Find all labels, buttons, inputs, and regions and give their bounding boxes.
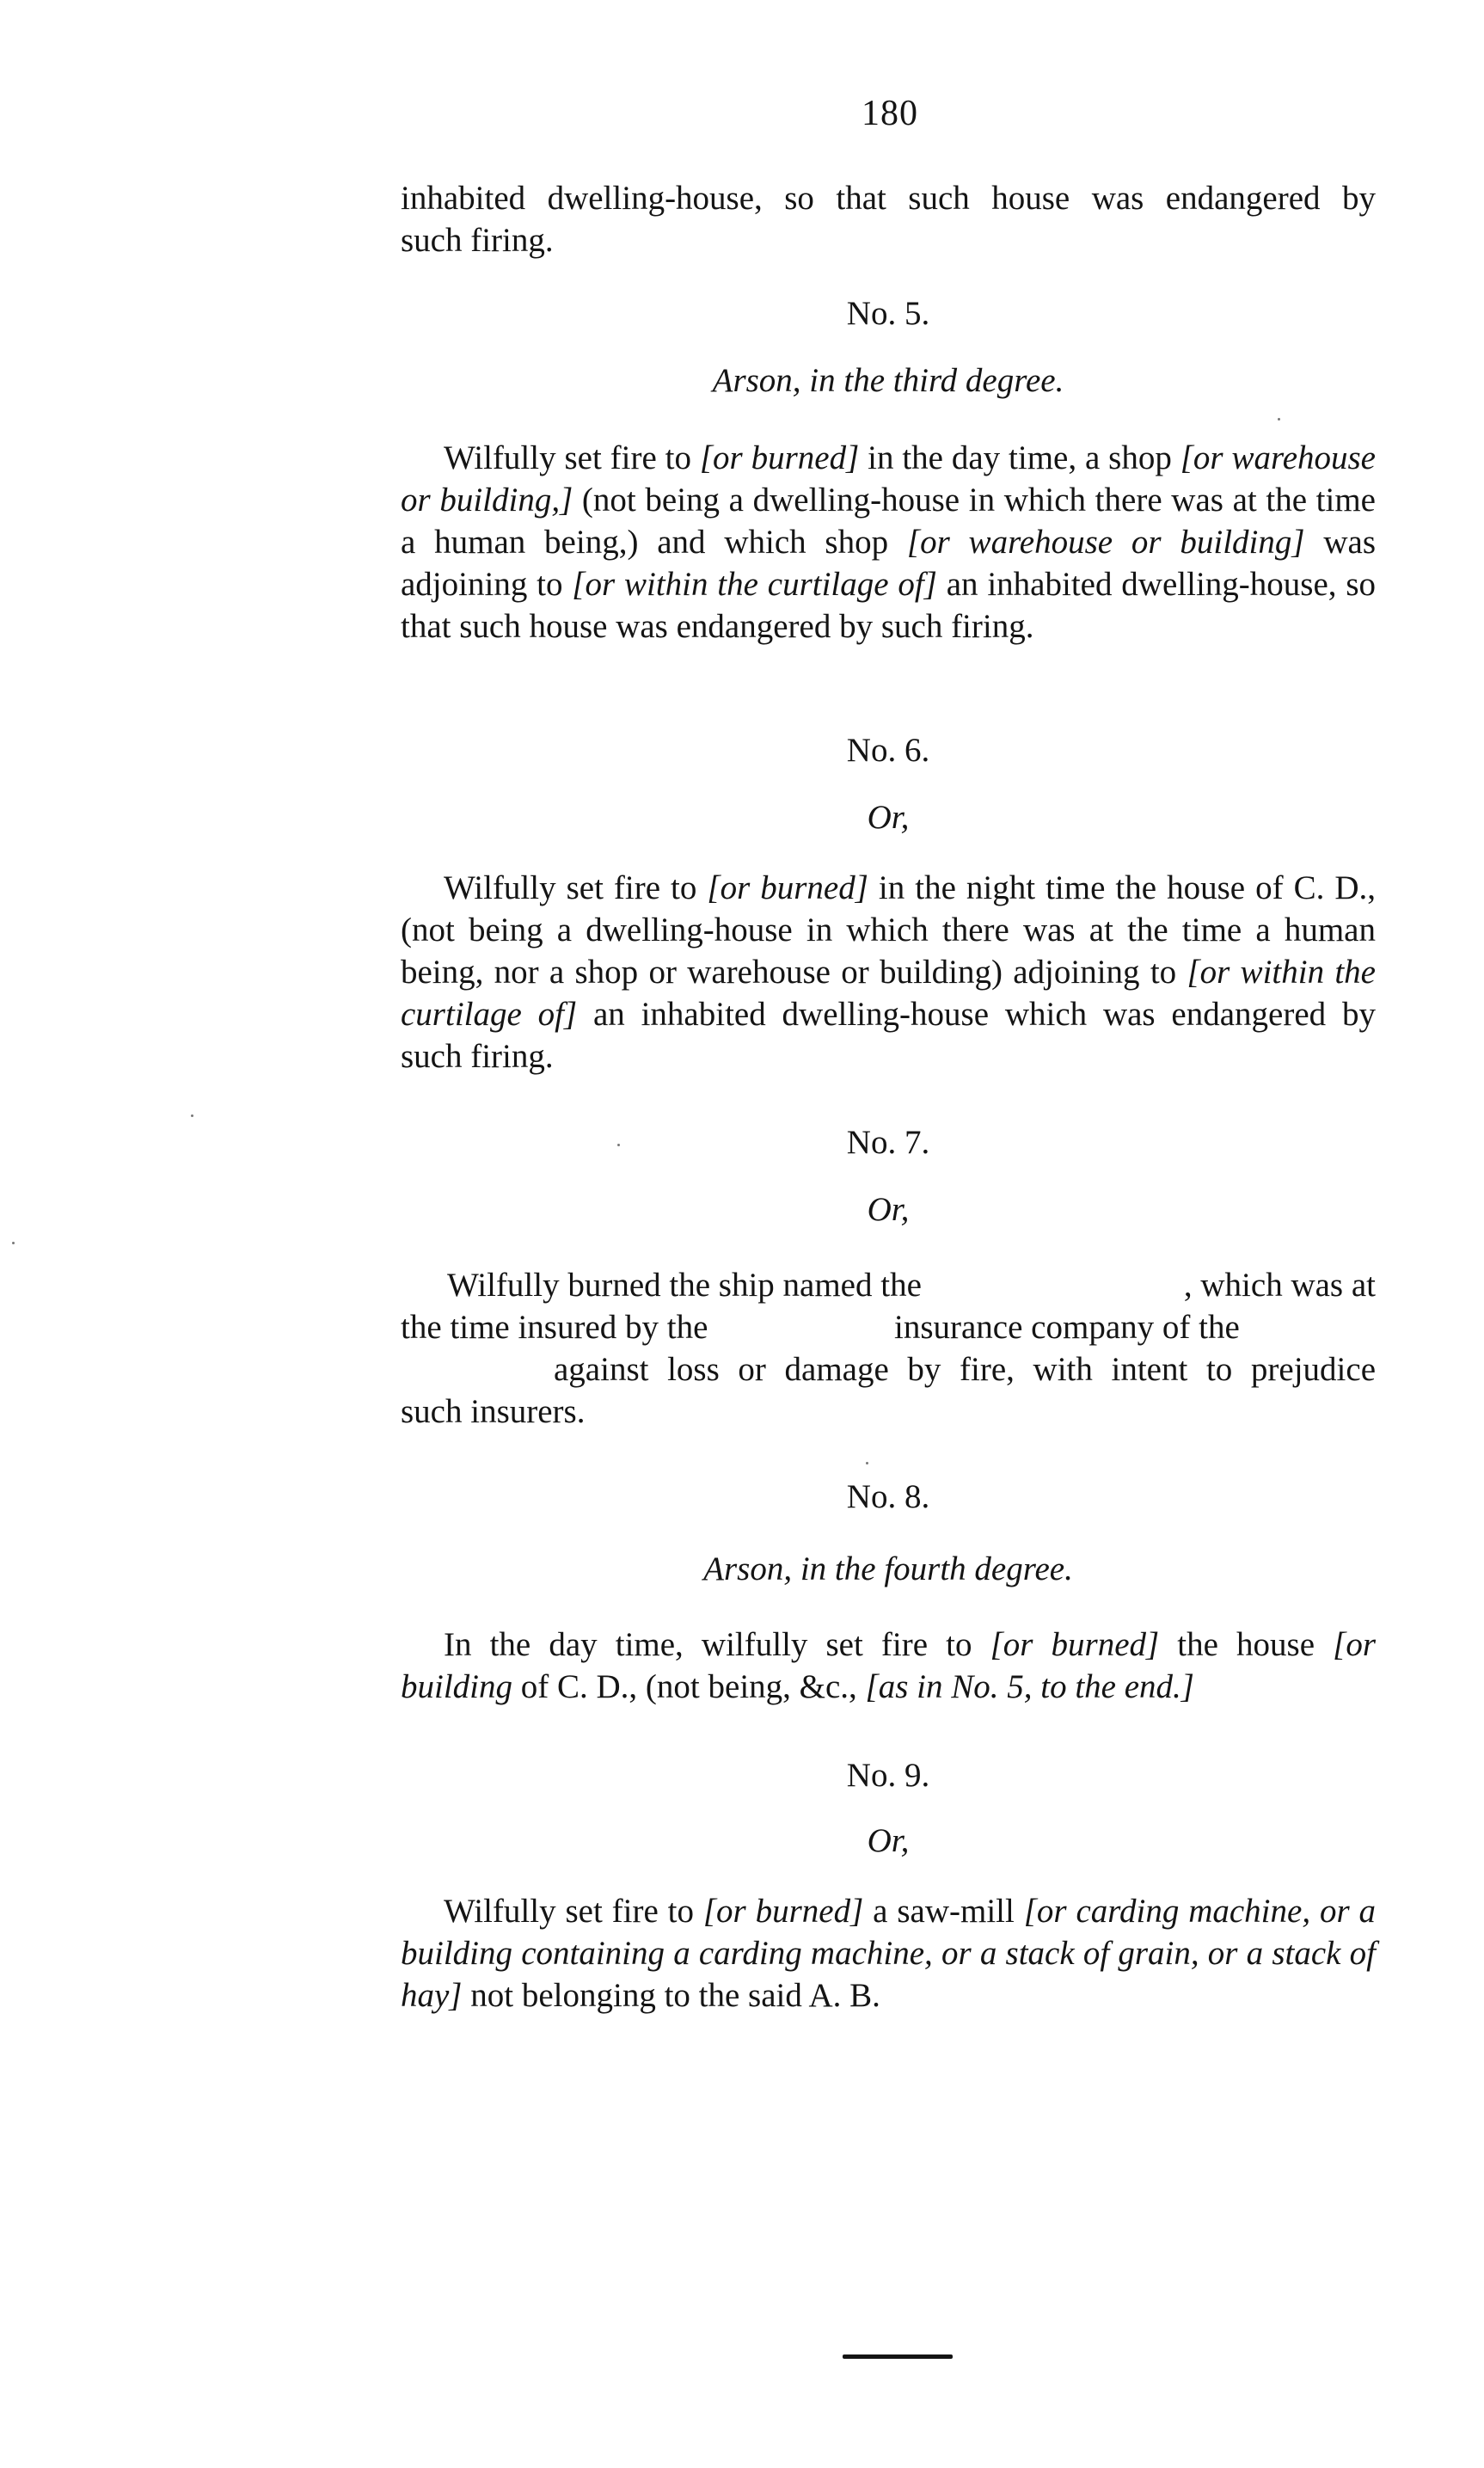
page-number: 180: [862, 94, 918, 133]
paragraph-line: inhabited dwelling-house, so that such house was endangered by: [401, 180, 1376, 217]
italic-run: [or burned]: [707, 869, 868, 906]
form-number-heading: No. 5.: [846, 295, 930, 332]
form-subheading: Arson, in the fourth degree.: [703, 1550, 1073, 1587]
form-subheading: Or,: [867, 1191, 910, 1228]
text-run: was adjoining to: [401, 524, 1376, 603]
text-run: not belonging to the said A. B.: [462, 1977, 880, 2014]
continuation-paragraph: [401, 177, 1376, 261]
italic-run: [or within the curtilage of]: [572, 566, 937, 603]
scan-speck: [1278, 418, 1280, 421]
italic-run: [or within the curtilage of]: [401, 954, 1376, 1033]
text-run: , which was at: [1183, 1267, 1376, 1304]
form-number-heading: No. 6.: [846, 732, 930, 769]
paragraph-no9: [401, 1890, 1376, 2017]
text-run: Wilfully set fire to: [444, 869, 708, 906]
italic-run: [or carding machine, or a building containing a carding machine, or a stack of grain, or a stack of hay]: [401, 1893, 1377, 2014]
form-subheading: Arson, in the third degree.: [712, 362, 1064, 399]
scan-speck: [191, 1114, 193, 1117]
text-run: (not being a dwelling-house in which there was at the time a human being,) and which shop: [401, 482, 1376, 561]
italic-run: [or burned]: [702, 1893, 864, 1930]
text-run: in the day time, a shop: [859, 439, 1180, 476]
form-number-heading: No. 8.: [846, 1478, 930, 1515]
text-run: Wilfully set fire to: [444, 439, 700, 476]
paragraph-line: such firing.: [401, 222, 554, 259]
scan-speck: [617, 1144, 620, 1146]
text-run: insurance company of the: [894, 1309, 1240, 1346]
italic-run: [or building: [401, 1626, 1376, 1705]
text-run: in the night time the house of C. D., (not being a dwelling-house in which there was at the time a human being, nor a shop or warehouse or building) adjoining to: [401, 869, 1376, 991]
italic-run: [or warehouse or building]: [906, 524, 1305, 561]
form-number-heading: No. 9.: [846, 1757, 930, 1794]
text-run: the house: [1159, 1626, 1334, 1663]
italic-run: [or warehouse or building,]: [401, 439, 1376, 519]
form-subheading: Or,: [867, 799, 910, 836]
text-run: In the day time, wilfully set fire to: [444, 1626, 990, 1663]
text-run: a saw-mill: [863, 1893, 1024, 1930]
scan-speck: [12, 1242, 15, 1244]
scan-speck: [866, 1462, 868, 1464]
end-rule: [843, 2354, 953, 2359]
form-subheading: Or,: [867, 1822, 910, 1859]
form-number-heading: No. 7.: [846, 1124, 930, 1161]
paragraph-no7: [401, 1264, 1376, 1433]
text-run: Wilfully set fire to: [444, 1893, 703, 1930]
text-run: against loss or damage by fire, with intent to prejudice: [554, 1351, 1376, 1388]
italic-run: [or burned]: [699, 439, 860, 476]
italic-run: [or burned]: [990, 1626, 1160, 1663]
text-run: an inhabited dwelling-house, so that such house was endangered by such firing.: [401, 566, 1376, 645]
text-run: such insurers.: [401, 1393, 586, 1430]
text-run: an inhabited dwelling-house which was endangered by such firing.: [401, 996, 1376, 1075]
paragraph-no5: [401, 437, 1376, 648]
paragraph-no6: [401, 867, 1376, 1077]
text-run: Wilfully burned the ship named the: [447, 1267, 922, 1304]
italic-run: [as in No. 5, to the end.]: [865, 1668, 1194, 1705]
text-run: the time insured by the: [401, 1309, 708, 1346]
paragraph-no8: [401, 1624, 1376, 1708]
text-run: of C. D., (not being, &c.,: [512, 1668, 866, 1705]
